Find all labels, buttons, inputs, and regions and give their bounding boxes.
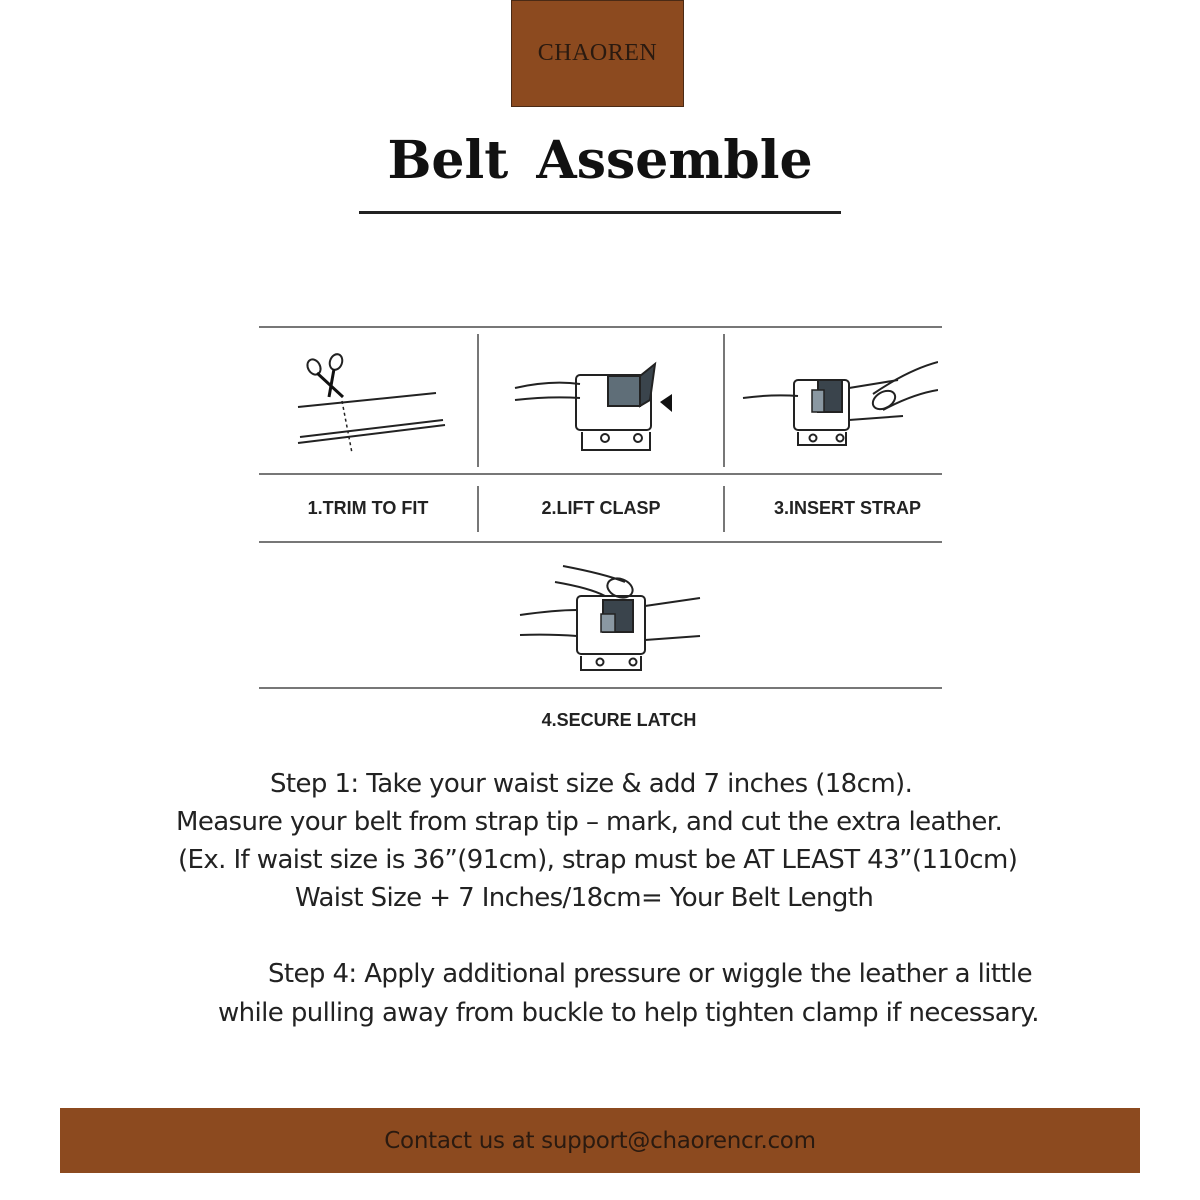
step4-line: while pulling away from buckle to help tighten clamp if necessary. — [218, 998, 1039, 1028]
step1-line: Step 1: Take your waist size & add 7 inches (18cm). — [270, 769, 913, 799]
step-label-secure: 4.SECURE LATCH — [541, 710, 697, 730]
page-title: Belt Assemble — [387, 130, 813, 191]
step4-line: Step 4: Apply additional pressure or wiggle the leather a little — [268, 959, 1033, 989]
step-label-insert: 3.INSERT STRAP — [773, 498, 922, 518]
footer-contact-bar — [60, 1108, 1140, 1173]
step-label-trim: 1.TRIM TO FIT — [307, 498, 429, 518]
brand-name: CHAOREN — [537, 40, 658, 66]
contact-link[interactable]: Contact us at support@chaorencr.com — [384, 1127, 816, 1154]
step1-line: Waist Size + 7 Inches/18cm= Your Belt Length — [295, 883, 874, 913]
step-label-lift: 2.LIFT CLASP — [541, 498, 661, 518]
step1-line: (Ex. If waist size is 36”(91cm), strap must be AT LEAST 43”(110cm) — [178, 845, 1018, 875]
step1-line: Measure your belt from strap tip – mark, and cut the extra leather. — [176, 807, 1003, 837]
